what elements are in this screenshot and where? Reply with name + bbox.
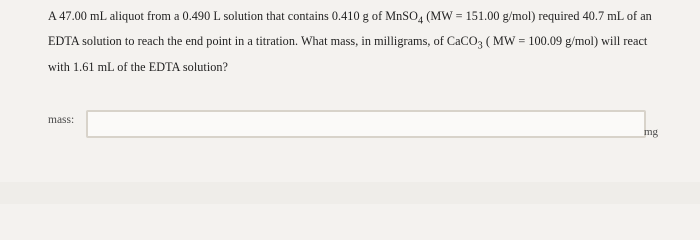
question-line-1: A 47.00 mL aliquot from a 0.490 L solution that contains 0.410 g of MnSO$_4$ (MW = 151.00 g/mol) required 40.7 mL of an bbox=[48, 9, 652, 27]
question-text bbox=[48, 6, 688, 77]
mass-label: mass: bbox=[48, 114, 75, 126]
mass-input[interactable] bbox=[86, 110, 646, 138]
question-line-2: EDTA solution to reach the end point in a titration. What mass, in milligrams, of CaCO$_3$ ( MW = 100.09 g/mol) will react bbox=[48, 34, 648, 52]
page-bottom-area bbox=[0, 182, 700, 204]
answer-row bbox=[48, 110, 688, 140]
unit-label: mg bbox=[644, 126, 659, 138]
question-line-3: with 1.61 mL of the EDTA solution? bbox=[48, 59, 229, 74]
